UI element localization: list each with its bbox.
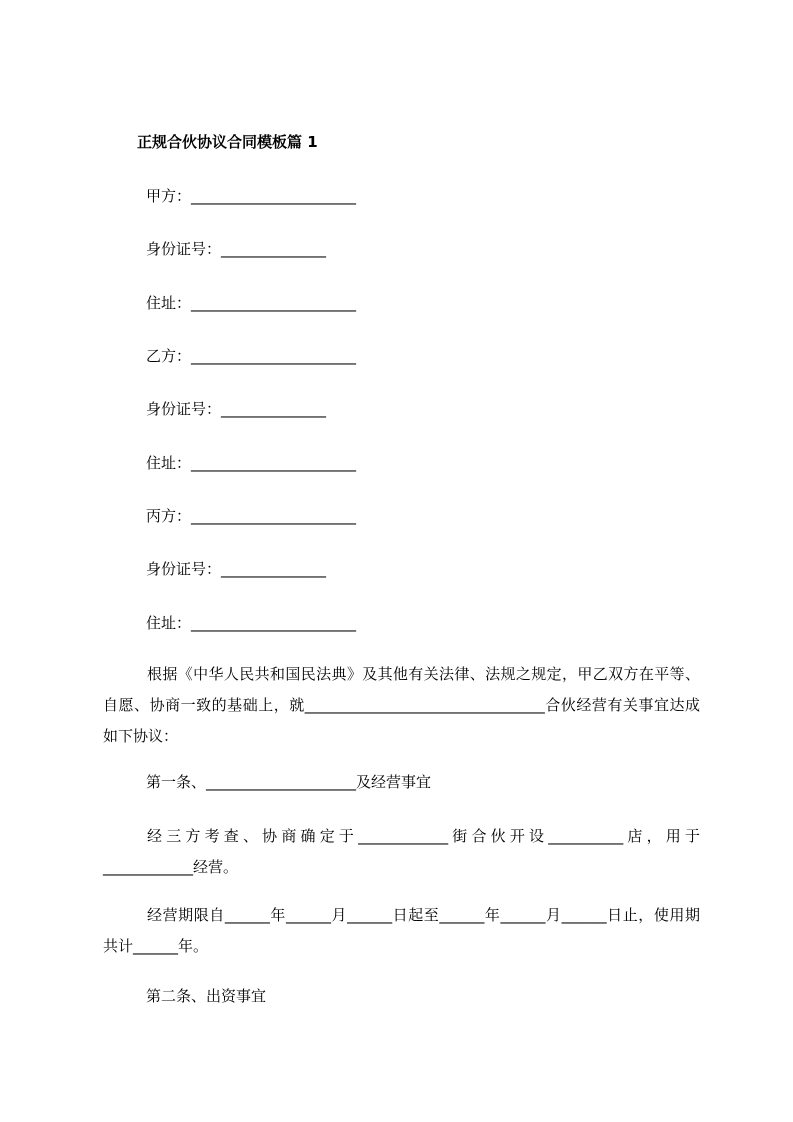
preamble-paragraph: 根据《中华人民共和国民法典》及其他有关法律、法规之规定，甲乙双方在平等、自愿、协商一致的基础上，就________________________________合伙经营有关事宜达成如下协议： bbox=[103, 665, 700, 745]
party-c-id-field: 身份证号：______________ bbox=[146, 560, 327, 578]
party-a-address-field: 住址：______________________ bbox=[146, 294, 357, 312]
document-title: 正规合伙协议合同模板篇 1 bbox=[137, 133, 318, 151]
party-b-name-field: 乙方：______________________ bbox=[146, 347, 357, 365]
party-b-address-field: 住址：______________________ bbox=[146, 454, 357, 472]
clause-1-paragraph: 经三方考查、协商确定于____________街合伙开设__________店，用于____________经营。 bbox=[103, 827, 700, 876]
party-a-name-field: 甲方：______________________ bbox=[146, 187, 357, 205]
term-paragraph: 经营期限自______年______月______日起至______年______月______日止，使用期共计______年。 bbox=[103, 906, 700, 955]
party-a-id-field: 身份证号：______________ bbox=[146, 240, 327, 258]
clause-1-heading: 第一条、____________________及经营事宜 bbox=[146, 773, 432, 791]
party-c-name-field: 丙方：______________________ bbox=[146, 507, 357, 525]
party-b-id-field: 身份证号：______________ bbox=[146, 400, 327, 418]
clause-2-heading: 第二条、出资事宜 bbox=[146, 987, 267, 1005]
party-c-address-field: 住址：______________________ bbox=[146, 614, 357, 632]
